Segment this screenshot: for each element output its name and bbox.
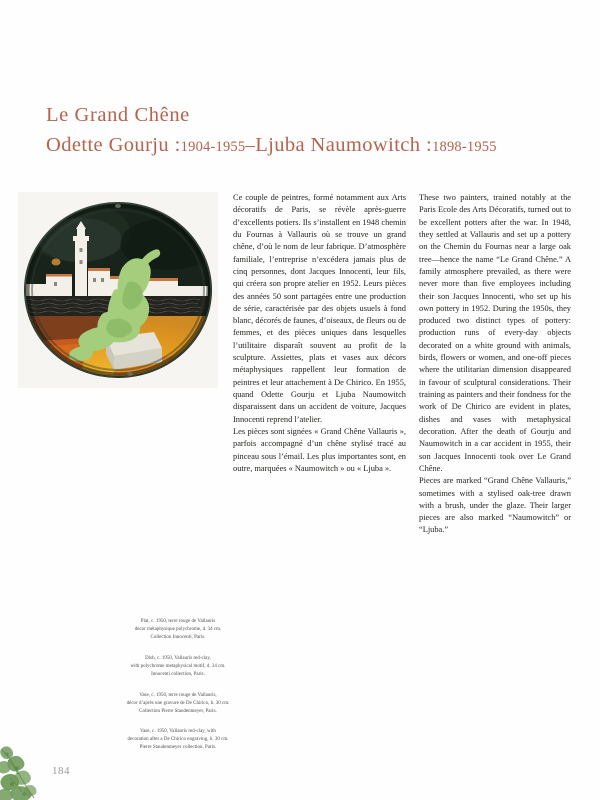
title-separator: – [245,135,256,157]
ceramic-dish-photo [18,192,218,388]
artists-subtitle [46,132,556,159]
oak-leaf-ornament [0,742,56,800]
caption-french-dish [78,618,278,642]
en-paragraph-1: These two painters, trained notably at the Paris Ecole des Arts Décoratifs, turned out to be excellent potters after the war. In 1948, they settled at Vallauris and set up a pottery on the Chemin du Fournas near a large oak tree—hence the name “Le Grand Chêne.” A family atmosphere prevailed, as there were never more than five employees including their son Jacques Innocenti, who set up his own pottery in 1952. During the 1950s, they produced two distinct types of pottery: production runs of every-day objects decorated on a white ground with animals, birds, flowers or women, and one-off pieces where the utilitarian dimension disappeared in favour of sculptural considerations. Their training as painters and their fondness for the work of De Chirico are evident in plates, dishes and vases with metaphysical decoration. After the death of Gourju and Naumowitch in a car accident in 1955, their son Jacques Innocenti took over Le Grand Chêne. [419,193,571,473]
caption-line: decoration after a De Chirico engraving, h. 30 cm. [127,737,229,743]
artist-two-name: Ljuba Naumowitch : [255,134,433,157]
caption-line: décor métaphysique polychrome, d. 34 cm. [134,626,222,632]
fr-paragraph-1: Ce couple de peintres, formé notamment aux Arts décoratifs de Paris, se révèle après-guerre d’excellents potiers. Ils s’installent en 1948 chemin du Fournas à Vallauris où se trouve un grand chêne, d’où le nom de leur fabrique. D’atmosphère familiale, l’entreprise n’excédera jamais plus de cinq personnes, dont Jacques Innocenti, leur fils, qui créera son propre atelier en 1952. Leurs pièces des années 50 sont partagées entre une production de série, caractérisée par des objets usuels à fond blanc, décorés de faunes, d’oiseaux, de fleurs ou de femmes, et des pièces uniques dans lesquelles l’utilitaire disparaît souvent au profit de la sculpture. Assiettes, plats et vases aux décors métaphysiques rappellent leur formation de peintres et leur attachement à De Chirico. En 1955, quand Odette Gourju et Ljuba Naumowitch disparaissent dans un accident de voiture, Jacques Innocenti reprend l’atelier. [233,193,406,424]
caption-line: Innocenti collection, Paris. [151,671,205,677]
caption-line: Collection Pierre Staudenmeyer, Paris. [139,708,217,714]
caption-line: Plat, c. 1950, terre rouge de Vallauris [140,619,216,624]
en-paragraph-2: Pieces are marked “Grand Chêne Vallauris,” sometimes with a stylised oak-tree drawn with a brush, under the glaze. Their larger pieces are also marked “Naumowitch” or “Ljuba.” [419,476,571,535]
caption-line: Pierre Staudenmeyer collection, Paris. [139,745,217,751]
caption-line: Collection Innocenti, Paris. [150,634,206,640]
caption-line: Vase, c. 1950, Vallauris red-clay, with [140,729,216,735]
oak-leaf-icon [0,742,56,800]
page-title: Le Grand Chêne [46,104,190,126]
artist-one-dates: 1904-1955 [180,139,246,156]
artist-one-name: Odette Gourju : [46,134,181,157]
body-text-french [233,192,406,475]
caption-line: Dish, c. 1950, Vallauris red-clay, [145,655,211,661]
caption-english-vase [78,728,278,752]
caption-line: with polychrome metaphysical motif, d. 34 cm. [130,663,226,669]
caption-line: décor d’après une gravure de De Chirico, h. 30 cm. [126,700,230,706]
caption-line: Vase, c. 1950, terre rouge de Vallauris, [139,692,217,698]
body-text-english [419,192,571,537]
artist-two-dates: 1898-1955 [432,139,497,156]
fr-paragraph-2: Les pièces sont signées « Grand Chêne Vallauris », parfois accompagné d’un chêne stylisé tracé au pinceau sous l’émail. Les plus importantes sont, en outre, marquées « Naumowitch » ou « Ljuba ». [233,426,406,473]
ceramic-dish-illustration [18,192,218,388]
page-number: 184 [52,765,70,777]
caption-english-dish [78,655,278,679]
page-title-block [46,102,556,159]
caption-french-vase [78,692,278,716]
figure-captions [78,618,278,752]
